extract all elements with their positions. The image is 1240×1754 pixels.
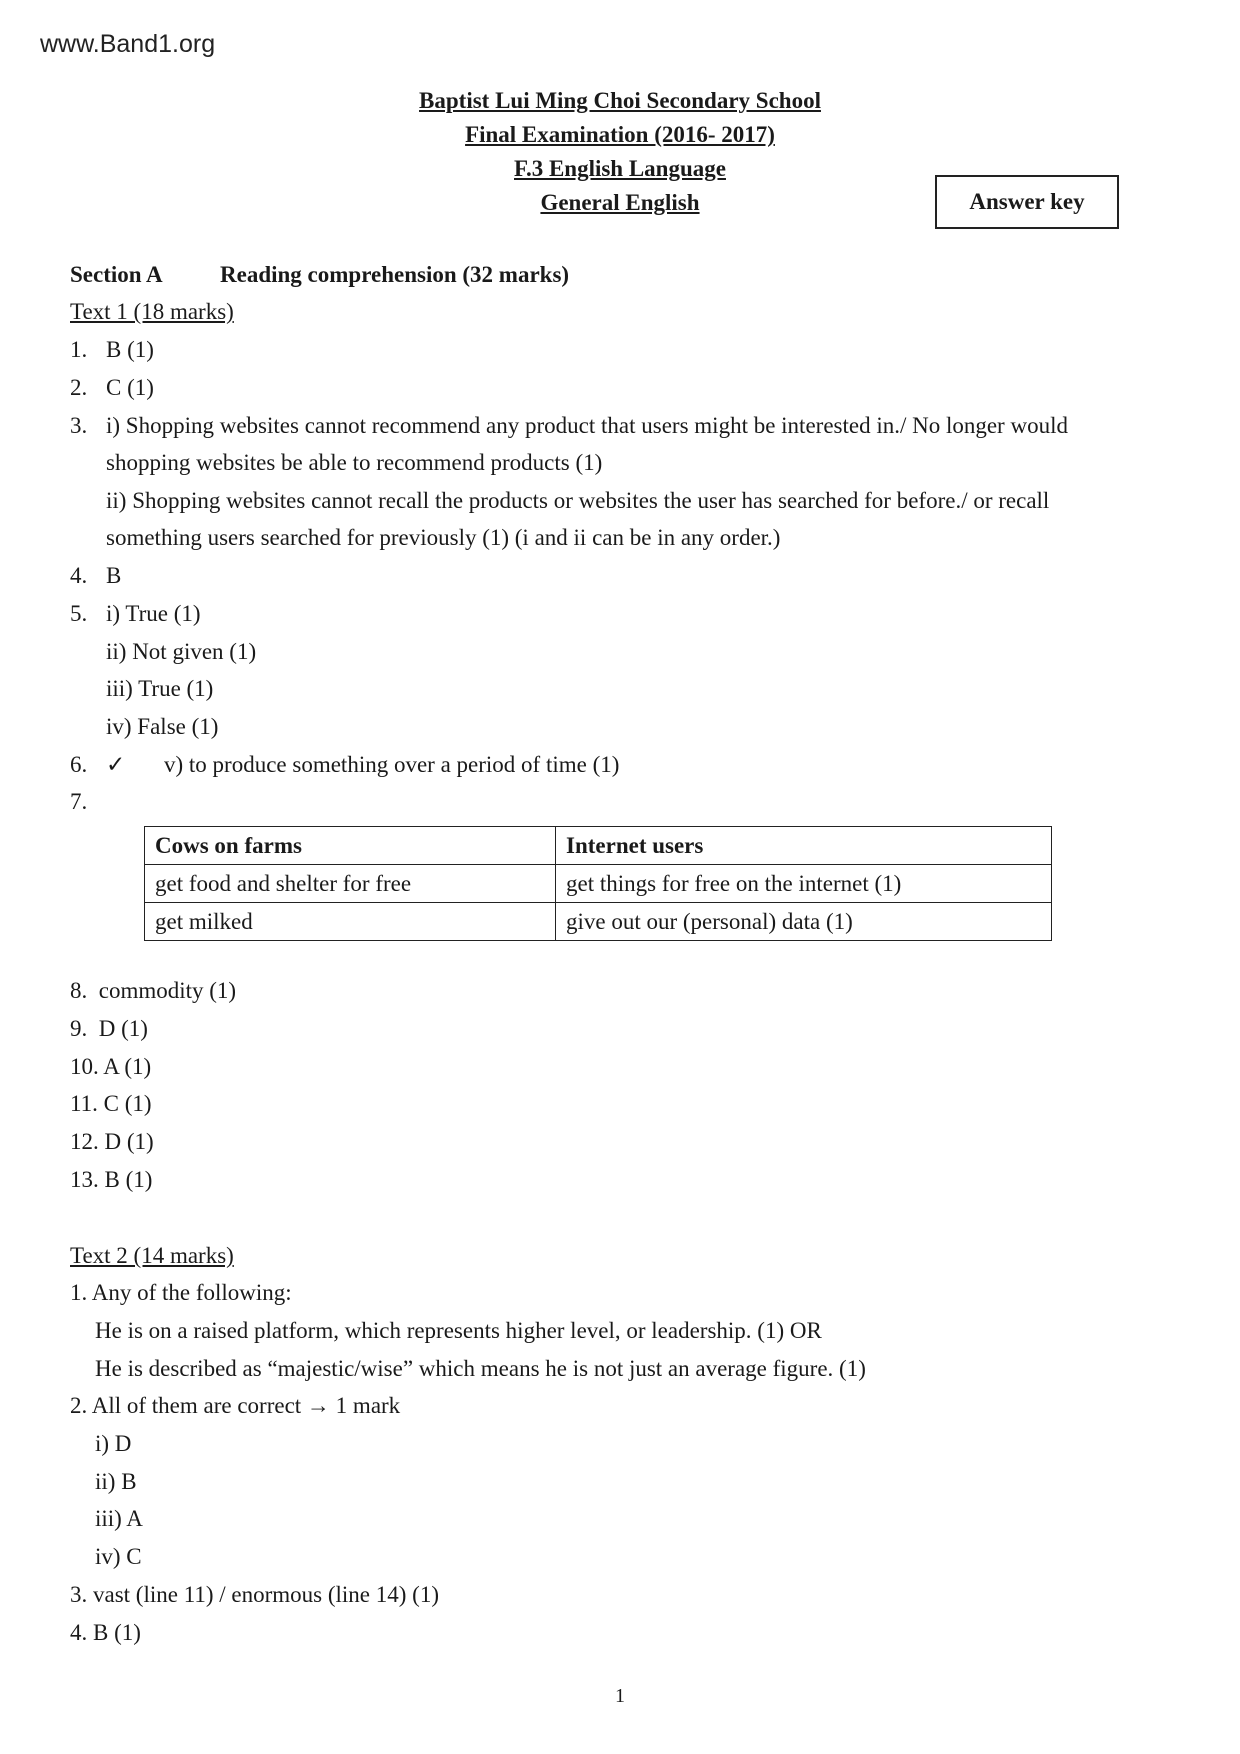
table-cell: get food and shelter for free [145, 865, 556, 903]
answer-subitem: iv) C [95, 1544, 142, 1569]
answer-continuation: ii) Shopping websites cannot recall the products or websites the user has searched for before./ or recall [106, 488, 1050, 513]
answer-row: 4. B [70, 563, 122, 588]
answer-subitem: ii) B [95, 1469, 137, 1494]
section-a-label: Section A [70, 262, 163, 287]
answer-row: 5. i) True (1) [70, 601, 201, 626]
answer-row: 2. C (1) [70, 375, 154, 400]
paper-title: General English [540, 190, 700, 215]
answer-row: 11. C (1) [70, 1091, 152, 1116]
table-header-cell: Cows on farms [145, 827, 556, 865]
subject-title: F.3 English Language [514, 156, 726, 181]
page-number: 1 [615, 1685, 625, 1707]
answer-row: 4. B (1) [70, 1620, 141, 1645]
answer-continuation: shopping websites be able to recommend products (1) [106, 450, 603, 475]
table-row [145, 903, 1052, 941]
answer-subitem: ii) Not given (1) [106, 639, 257, 664]
section-a-title: Reading comprehension (32 marks) [220, 262, 570, 287]
answer-row: 7. [70, 789, 88, 814]
answer-continuation: something users searched for previously (1) (i and ii can be in any order.) [106, 525, 781, 550]
table-header-row [145, 827, 1052, 865]
answer-row: 10. A (1) [70, 1054, 152, 1079]
watermark-url: www.Band1.org [40, 30, 216, 58]
answer-row: 13. B (1) [70, 1167, 153, 1192]
answer-key-box: Answer key [935, 175, 1119, 229]
answer-row: 2. All of them are correct → 1 mark [70, 1393, 401, 1418]
answer-subitem: iv) False (1) [106, 714, 219, 739]
table-cell: get things for free on the internet (1) [556, 865, 1052, 903]
answer-subitem: i) D [95, 1431, 132, 1456]
exam-title: Final Examination (2016- 2017) [465, 122, 775, 147]
answer-row: 8. commodity (1) [70, 978, 237, 1003]
check-mark-icon: ✓ [106, 752, 126, 777]
answer-subitem: iii) True (1) [106, 676, 214, 701]
answer-subitem: iii) A [95, 1506, 143, 1531]
answer-row: 3. vast (line 11) / enormous (line 14) (1) [70, 1582, 439, 1607]
answer-continuation: He is on a raised platform, which represents higher level, or leadership. (1) OR [95, 1318, 822, 1343]
table-cell: give out our (personal) data (1) [556, 903, 1052, 941]
school-name: Baptist Lui Ming Choi Secondary School [419, 88, 821, 113]
table-cell: get milked [145, 903, 556, 941]
table-header-cell: Internet users [556, 827, 1052, 865]
answer-row: 12. D (1) [70, 1129, 154, 1154]
answer-row: 9. D (1) [70, 1016, 148, 1041]
text1-heading: Text 1 (18 marks) [70, 299, 234, 324]
comparison-table [144, 826, 1052, 941]
answer-row: 1. B (1) [70, 337, 154, 362]
table-row [145, 865, 1052, 903]
answer-continuation: He is described as “majestic/wise” which means he is not just an average figure. (1) [95, 1356, 866, 1381]
answer-row: 1. Any of the following: [70, 1280, 292, 1305]
text2-heading: Text 2 (14 marks) [70, 1243, 234, 1268]
answer-row: 6. ✓ v) to produce something over a period of time (1) [70, 752, 620, 777]
answer-row: 3. i) Shopping websites cannot recommend any product that users might be interested in./ No longer would [70, 413, 1068, 438]
